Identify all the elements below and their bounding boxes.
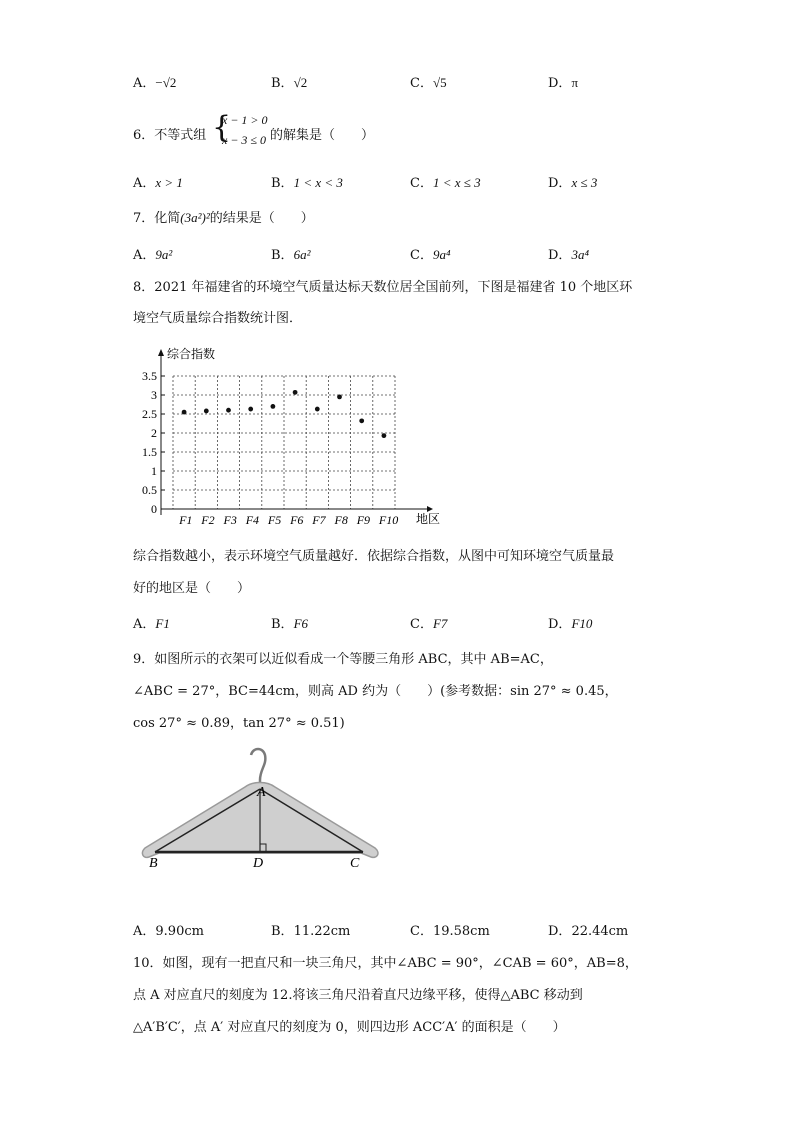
data-point-f10 bbox=[382, 433, 387, 438]
y-tick-label: 1.5 bbox=[142, 445, 157, 459]
q9-options bbox=[0, 920, 794, 940]
y-tick-label: 2 bbox=[151, 426, 157, 440]
q6-options bbox=[0, 172, 794, 192]
q5-options bbox=[0, 72, 794, 92]
q8-chart bbox=[140, 342, 450, 532]
data-point-f7 bbox=[315, 407, 320, 412]
q9-option-b[interactable]: B．11.22cm bbox=[271, 924, 351, 939]
q7-option-a[interactable]: A．9a² bbox=[133, 247, 173, 263]
q7-stem: 7．化简(3a²)²的结果是（ ） bbox=[133, 210, 314, 226]
data-point-f5 bbox=[271, 404, 276, 409]
q10-stem-line-3: △A′B′C′，点 A′ 对应直尺的刻度为 0，则四边形 ACC′A′ 的面积是（ ） bbox=[133, 1020, 566, 1035]
q9-option-c[interactable]: C．19.58cm bbox=[410, 924, 490, 939]
q6-option-c[interactable]: C．1 < x ≤ 3 bbox=[410, 175, 481, 191]
data-point-f4 bbox=[248, 407, 253, 412]
q8-stem-line-1: 8．2021 年福建省的环境空气质量达标天数位居全国前列，下图是福建省 10 个地区环 bbox=[133, 280, 633, 295]
y-tick-label: 0.5 bbox=[142, 483, 157, 497]
x-tick-label: F4 bbox=[245, 513, 260, 527]
y-tick-label: 1 bbox=[151, 464, 157, 478]
q10-stem-line-1: 10．如图，现有一把直尺和一块三角尺，其中∠ABC = 90°，∠CAB = 60°，AB=8， bbox=[133, 956, 638, 971]
q8-stem-line-2: 境空气质量综合指数统计图． bbox=[133, 311, 303, 326]
q9-hanger-figure bbox=[135, 745, 385, 875]
q10-stem-line-2: 点 A 对应直尺的刻度为 12.将该三角尺沿着直尺边缘平移，使得△ABC 移动到 bbox=[133, 988, 583, 1003]
label-d: D bbox=[253, 856, 264, 871]
label-a: A bbox=[257, 785, 266, 800]
q6-stem: 6．不等式组 bbox=[133, 128, 207, 143]
data-point-f3 bbox=[226, 408, 231, 413]
q5-option-a[interactable]: A．−√2 bbox=[133, 75, 177, 91]
q6-option-b[interactable]: B．1 < x < 3 bbox=[271, 175, 343, 191]
q6-stem-tail: 的解集是（ ） bbox=[270, 128, 375, 143]
label-c: C bbox=[350, 856, 360, 871]
q7-options bbox=[0, 244, 794, 264]
q6-option-a[interactable]: A．x > 1 bbox=[133, 175, 183, 191]
q9-stem-line-1: 9．如图所示的衣架可以近似看成一个等腰三角形 ABC，其中 AB=AC， bbox=[133, 652, 553, 667]
q9-stem-line-3: cos 27° ≈ 0.89，tan 27° ≈ 0.51) bbox=[133, 716, 345, 731]
x-tick-label: F6 bbox=[290, 513, 304, 527]
q5-option-c[interactable]: C．√5 bbox=[410, 75, 447, 91]
x-tick-label: F10 bbox=[378, 513, 399, 527]
q8-after-line-2: 好的地区是（ ） bbox=[133, 581, 251, 596]
q7-option-b[interactable]: B．6a² bbox=[271, 247, 311, 263]
q7-option-c[interactable]: C．9a⁴ bbox=[410, 247, 451, 263]
q5-option-b[interactable]: B．√2 bbox=[271, 75, 308, 91]
q8-option-a[interactable]: A．F1 bbox=[133, 616, 170, 632]
data-point-f9 bbox=[359, 418, 364, 423]
q5-option-d[interactable]: D．π bbox=[548, 75, 579, 91]
x-tick-label: F7 bbox=[312, 513, 326, 527]
q6-brace: { bbox=[212, 110, 232, 145]
q9-option-d[interactable]: D．22.44cm bbox=[548, 924, 629, 939]
x-tick-label: F2 bbox=[201, 513, 215, 527]
y-axis-arrow bbox=[158, 349, 164, 356]
q8-option-b[interactable]: B．F6 bbox=[271, 616, 309, 632]
x-axis-title: 地区 bbox=[416, 512, 441, 526]
q8-options bbox=[0, 613, 794, 633]
q9-stem-line-2: ∠ABC = 27°，BC=44cm，则高 AD 约为（ ）(参考数据：sin 27° ≈ 0.45， bbox=[133, 684, 618, 699]
x-tick-label: F3 bbox=[223, 513, 237, 527]
q7-expression: (3a²)² bbox=[180, 210, 210, 225]
x-tick-label: F1 bbox=[179, 513, 193, 527]
x-tick-label: F5 bbox=[267, 513, 282, 527]
q8-option-c[interactable]: C．F7 bbox=[410, 616, 448, 632]
q6-inequality-1: x − 1 > 0 bbox=[222, 113, 268, 127]
data-point-f8 bbox=[337, 395, 342, 400]
q6-inequality-2: x − 3 ≤ 0 bbox=[222, 133, 267, 147]
y-tick-label: 3 bbox=[151, 388, 157, 402]
label-b: B bbox=[149, 856, 158, 871]
y-axis-title: 综合指数 bbox=[167, 347, 216, 361]
q7-option-d[interactable]: D．3a⁴ bbox=[548, 247, 589, 263]
data-point-f6 bbox=[293, 390, 298, 395]
y-tick-label: 0 bbox=[151, 502, 157, 516]
y-tick-label: 2.5 bbox=[142, 407, 157, 421]
q8-after-line-1: 综合指数越小，表示环境空气质量越好．依据综合指数，从图中可知环境空气质量最 bbox=[133, 549, 615, 564]
data-point-f2 bbox=[204, 409, 209, 414]
x-tick-label: F8 bbox=[334, 513, 348, 527]
q8-option-d[interactable]: D．F10 bbox=[548, 616, 593, 632]
q6-option-d[interactable]: D．x ≤ 3 bbox=[548, 175, 598, 191]
x-tick-label: F9 bbox=[356, 513, 371, 527]
data-point-f1 bbox=[182, 410, 187, 415]
q9-option-a[interactable]: A．9.90cm bbox=[133, 924, 204, 939]
y-tick-label: 3.5 bbox=[142, 369, 157, 383]
